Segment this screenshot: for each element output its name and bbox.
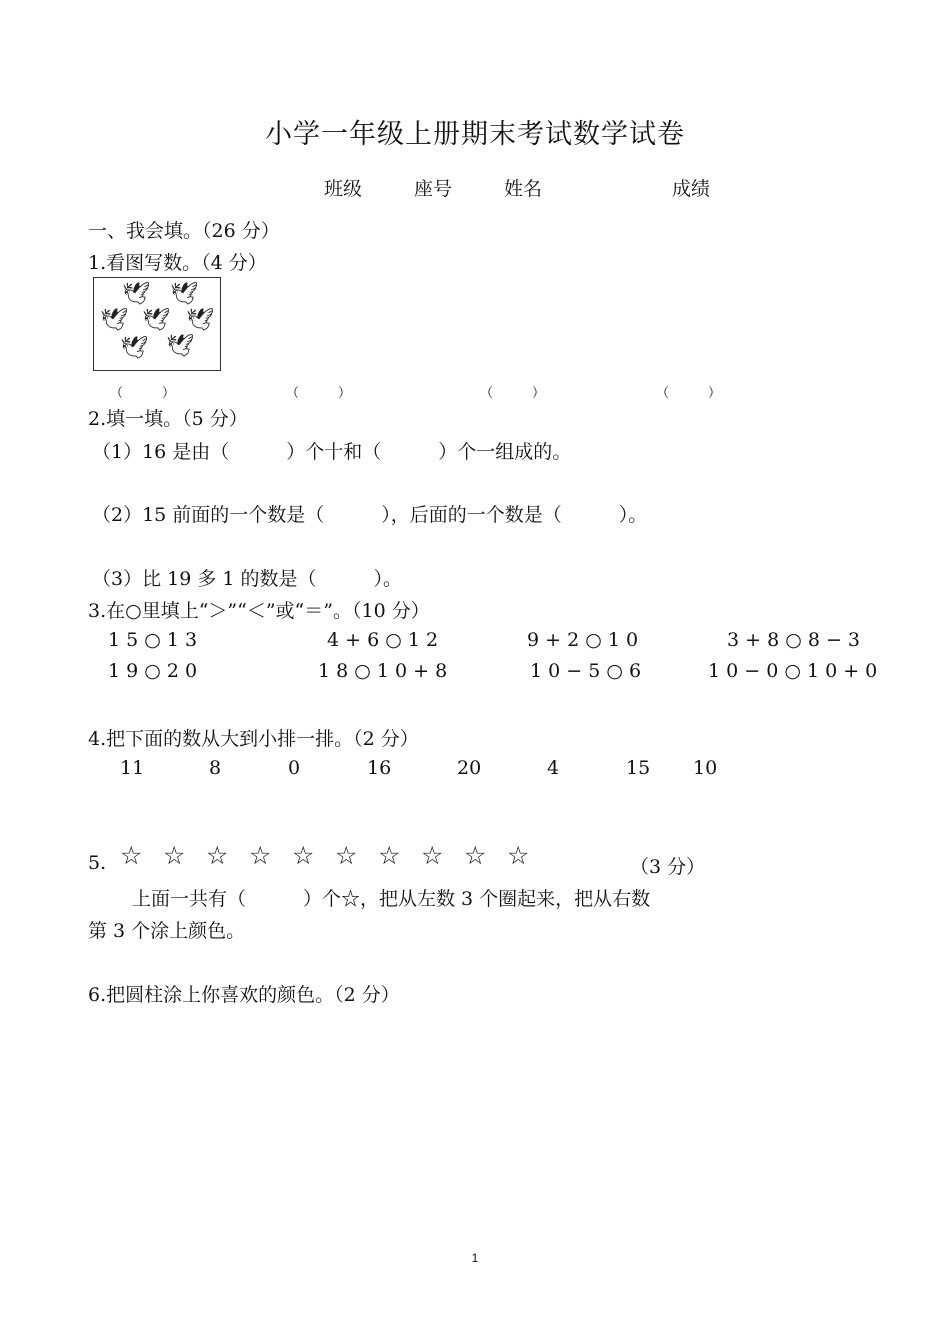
answer-blank[interactable]: （ ） (110, 386, 176, 401)
question-2-item: （3）比 19 多 1 的数是（ ）。 (92, 568, 403, 590)
bird-icon: 🕊 (170, 282, 198, 307)
number-item: 0 (288, 757, 301, 779)
question-5-score: （3 分） (630, 856, 706, 878)
star-icon: ☆ (292, 841, 315, 870)
star-icon: ☆ (378, 841, 401, 870)
question-5-label: 5. (88, 852, 107, 874)
comparison-item: 1 9 ○ 2 0 (108, 660, 198, 682)
question-5-text: 上面一共有（ ）个☆，把从左数 3 个圈起来，把从右数 (132, 888, 651, 910)
question-5-text: 第 3 个涂上颜色。 (88, 920, 246, 942)
comparison-item: 1 8 ○ 1 0 + 8 (318, 660, 448, 682)
bird-icon: 🕊 (186, 308, 214, 333)
seat-field-label: 座号 (414, 178, 453, 200)
answer-blank[interactable]: （ ） (656, 386, 722, 401)
birds-picture (93, 277, 221, 371)
star-icon: ☆ (120, 841, 143, 870)
star-icon: ☆ (464, 841, 487, 870)
number-item: 4 (547, 757, 560, 779)
comparison-item: 1 0 − 5 ○ 6 (530, 660, 642, 682)
comparison-item: 1 0 − 0 ○ 1 0 + 0 (708, 660, 878, 682)
class-field-label: 班级 (324, 178, 363, 200)
answer-blank[interactable]: （ ） (480, 386, 546, 401)
comparison-item: 1 5 ○ 1 3 (108, 629, 198, 651)
question-2-label: 2.填一填。（5 分） (88, 408, 248, 430)
number-item: 11 (120, 757, 145, 779)
star-icon: ☆ (206, 841, 229, 870)
question-2-item: （2）15 前面的一个数是（ ），后面的一个数是（ ）。 (92, 504, 648, 526)
bird-icon: 🕊 (122, 282, 150, 307)
number-item: 20 (457, 757, 482, 779)
score-field-label: 成绩 (672, 178, 711, 200)
number-item: 15 (626, 757, 651, 779)
star-icon: ☆ (249, 841, 272, 870)
page-number: 1 (471, 1251, 479, 1265)
bird-icon: 🕊 (166, 334, 194, 359)
question-2-item: （1）16 是由（ ）个十和（ ）个一组成的。 (92, 441, 572, 463)
bird-icon: 🕊 (120, 336, 148, 361)
question-1-label: 1.看图写数。（4 分） (88, 252, 267, 274)
question-6-label: 6.把圆柱涂上你喜欢的颜色。（2 分） (88, 984, 400, 1006)
star-icon: ☆ (507, 841, 530, 870)
page-title: 小学一年级上册期末考试数学试卷 (265, 119, 685, 150)
comparison-item: 9 + 2 ○ 1 0 (527, 629, 639, 651)
star-icon: ☆ (421, 841, 444, 870)
number-item: 16 (367, 757, 392, 779)
question-3-label: 3.在○里填上“＞”“＜”或“＝”。（10 分） (88, 600, 430, 622)
star-icon: ☆ (163, 841, 186, 870)
comparison-item: 4 + 6 ○ 1 2 (327, 629, 439, 651)
star-icon: ☆ (335, 841, 358, 870)
name-field-label: 姓名 (504, 178, 543, 200)
question-4-label: 4.把下面的数从大到小排一排。（2 分） (88, 728, 419, 750)
answer-blank[interactable]: （ ） (286, 386, 352, 401)
bird-icon: 🕊 (100, 308, 128, 333)
number-item: 8 (209, 757, 222, 779)
bird-icon: 🕊 (142, 308, 170, 333)
comparison-item: 3 + 8 ○ 8 − 3 (727, 629, 861, 651)
section-heading: 一、我会填。（26 分） (88, 220, 280, 242)
number-item: 10 (693, 757, 718, 779)
